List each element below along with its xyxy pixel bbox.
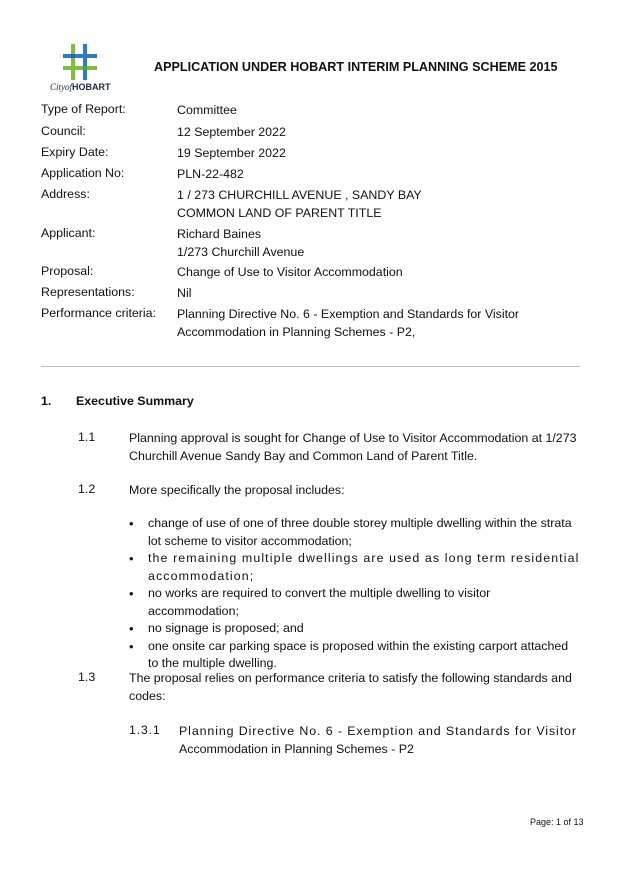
paragraph-1-3: The proposal relies on performance criteria to satisfy the following standards and codes: <box>129 671 572 703</box>
divider <box>41 366 580 367</box>
subparagraph-1-3-1: Planning Directive No. 6 - Exemption and Standards for Visitor Accommodation in Planning Schemes - P2 <box>179 724 577 756</box>
info-label-applicant: Applicant: <box>41 226 96 240</box>
list-item: • no signage is proposed; and <box>128 620 580 638</box>
info-label-representations: Representations: <box>41 285 135 299</box>
list-item: • one onsite car parking space is proposed within the existing carport attached to the multiple dwelling. <box>128 638 580 673</box>
proposal-bullet-list <box>128 515 580 673</box>
document-title: APPLICATION UNDER HOBART INTERIM PLANNING SCHEME 2015 <box>154 60 558 74</box>
info-label-address: Address: <box>41 187 90 201</box>
info-value-application-no: PLN-22-482 <box>177 167 244 181</box>
info-value-address: 1 / 273 CHURCHILL AVENUE , SANDY BAY COMMON LAND OF PARENT TITLE <box>177 188 422 220</box>
info-value-expiry-date: 19 September 2022 <box>177 146 286 160</box>
subparagraph-number-1-3-1: 1.3.1 <box>129 723 161 737</box>
list-item: • no works are required to convert the multiple dwelling to visitor accommodation; <box>128 585 580 620</box>
paragraph-number-1-1: 1.1 <box>78 430 96 444</box>
list-item: • change of use of one of three double storey multiple dwelling within the strata lot scheme to visitor accommodation; <box>128 515 580 550</box>
logo-wordmark: CityofHOBART <box>50 82 111 92</box>
paragraph-1-2: More specifically the proposal includes: <box>129 483 345 497</box>
info-label-expiry-date: Expiry Date: <box>41 145 109 159</box>
info-value-type-of-report: Committee <box>177 103 237 117</box>
list-item: • the remaining multiple dwellings are used as long term residential accommodation; <box>128 550 580 585</box>
info-label-type-of-report: Type of Report: <box>41 102 126 116</box>
info-label-performance-criteria: Performance criteria: <box>41 306 156 320</box>
info-value-performance-criteria: Planning Directive No. 6 - Exemption and Standards for Visitor Accommodation in Planning Schemes - P2, <box>177 307 520 339</box>
info-label-application-no: Application No: <box>41 166 125 180</box>
hobart-lattice-icon <box>63 44 97 80</box>
page-number: Page: 1 of 13 <box>530 817 584 827</box>
info-value-applicant: Richard Baines 1/273 Churchill Avenue <box>177 227 305 259</box>
info-value-proposal: Change of Use to Visitor Accommodation <box>177 265 403 279</box>
info-label-council: Council: <box>41 124 86 138</box>
section-title: Executive Summary <box>76 394 194 408</box>
section-number: 1. <box>41 394 52 408</box>
paragraph-1-1: Planning approval is sought for Change of Use to Visitor Accommodation at 1/273 Churchill Avenue Sandy Bay and Common Land of Parent Title. <box>129 431 577 463</box>
paragraph-number-1-2: 1.2 <box>78 482 96 496</box>
info-value-council: 12 September 2022 <box>177 125 286 139</box>
paragraph-number-1-3: 1.3 <box>78 670 96 684</box>
info-value-representations: Nil <box>177 286 192 300</box>
info-label-proposal: Proposal: <box>41 264 94 278</box>
city-of-hobart-logo <box>50 44 110 94</box>
